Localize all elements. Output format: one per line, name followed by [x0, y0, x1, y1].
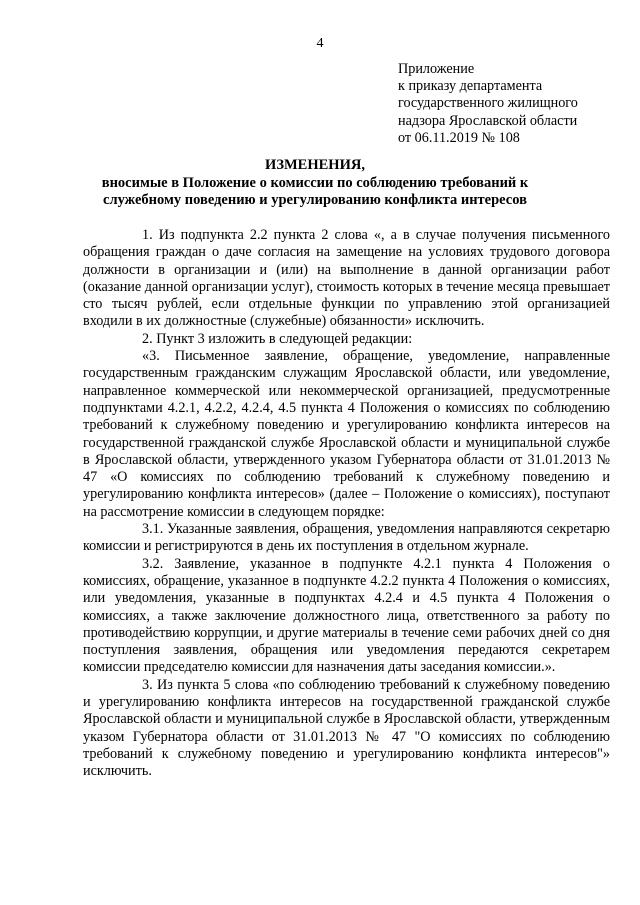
appendix-block: [398, 61, 578, 147]
document-title: [80, 157, 550, 210]
appendix-line: надзора Ярославской области: [398, 112, 578, 129]
paragraph: «3. Письменное заявление, обращение, уведомление, направленные государственным гражданским служащим Ярославской области, или уведомление, направленное коммерческой или некоммерческой организацией, предусмотренные подпунктами 4.2.1, 4.2.2, 4.2.4, 4.5 пункта 4 Положения о комиссиях по соблюдению требований к служебному поведению и урегулированию конфликта интересов на государственной гражданской службе Ярославской области и муниципальной службе в Ярославской области, утвержденного указом Губернатора области от 31.01.2013 № 47 «О комиссиях по соблюдению требований к служебному поведению и урегулированию конфликта интересов» (далее – Положение о комиссиях), поступают на рассмотрение комиссии в следующем порядке:: [83, 348, 610, 520]
appendix-line: государственного жилищного: [398, 95, 578, 112]
appendix-line: к приказу департамента: [398, 78, 543, 95]
page-number: 4: [316, 36, 324, 51]
paragraph: 3. Из пункта 5 слова «по соблюдению требований к служебному поведению и урегулированию конфликта интересов на государственной гражданской службе Ярославской области и муниципальной службе в Ярославской области, утвержденным указом Губернатора области от 31.01.2013 № 47 "О комиссиях по соблюдению требований к служебному поведению и урегулированию конфликта интересов"» исключить.: [83, 676, 610, 780]
title-heading: ИЗМЕНЕНИЯ,: [265, 157, 365, 173]
title-subtitle-line: служебному поведению и урегулированию конфликта интересов: [103, 192, 527, 209]
paragraph: 3.2. Заявление, указанное в подпункте 4.2.1 пункта 4 Положения о комиссиях, обращение, указанное в подпункте 4.2.2 пункта 4 Положения о комиссиях, или уведомления, указанные в подпунктах 4.2.4 и 4.5 пункта 4 Положения о комиссиях, а также заключение должностного лица, ответственного за работу по противодействию коррупции, и другие материалы в течение семи рабочих дней со дня поступления заявления, обращения или уведомления передаются секретарем комиссии председателю комиссии для назначения даты заседания комиссии.».: [83, 555, 610, 676]
title-subtitle-line: вносимые в Положение о комиссии по соблюдению требований к: [101, 174, 529, 191]
paragraph: 1. Из подпункта 2.2 пункта 2 слова «, а в случае получения письменного обращения граждан о даче согласия на замещение на условиях трудового договора должности в организации и (или) на выполнение в данной организации работ (оказание данной организации услуг), стоимость которых в течение месяца превышает сто тысяч рублей, если отдельные функции по управлению этой организацией входили в их должностные (служебные) обязанности» исключить.: [83, 227, 610, 330]
document-body: [83, 227, 610, 781]
appendix-line: от 06.11.2019 № 108: [398, 129, 520, 146]
paragraph: 2. Пункт 3 изложить в следующей редакции:: [142, 330, 413, 347]
appendix-line: Приложение: [398, 61, 475, 77]
paragraph: 3.1. Указанные заявления, обращения, уведомления направляются секретарю комиссии и регистрируются в день их поступления в отдельном журнале.: [83, 521, 610, 555]
